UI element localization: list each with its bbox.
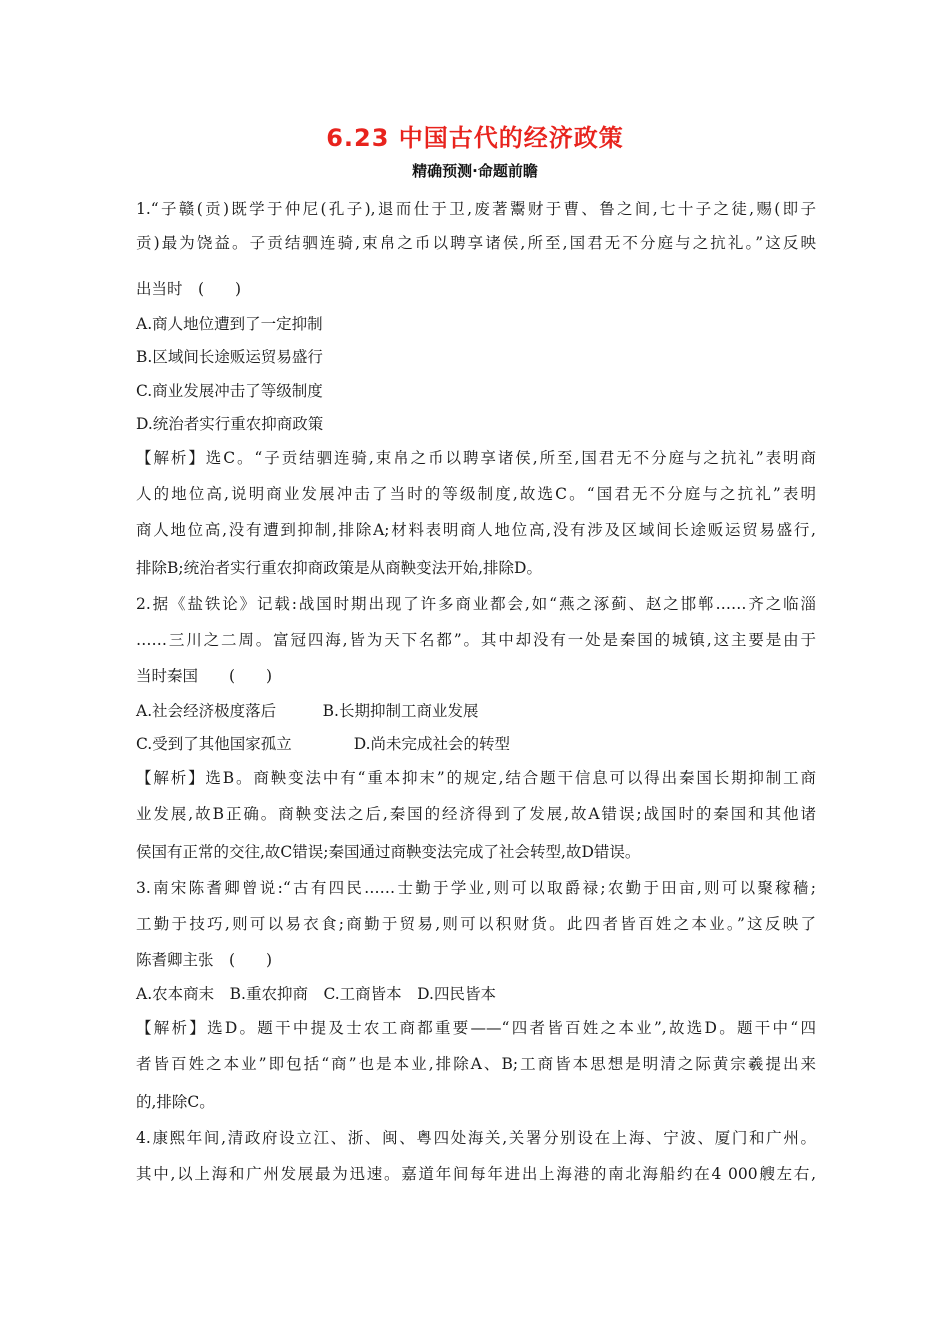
q3-options: A.农本商末 B.重农抑商 C.工商皆本 D.四民皆本: [136, 985, 496, 1003]
q2-analysis-line: 侯国有正常的交往,故C错误;秦国通过商鞅变法完成了社会转型,故D错误。: [136, 843, 641, 861]
q3-stem-line: 3.南宋陈耆卿曾说:“古有四民……士勤于学业,则可以取爵禄;农勤于田亩,则可以聚稼穑;: [136, 879, 816, 897]
q4-stem-line: 其中,以上海和广州发展最为迅速。嘉道年间每年进出上海港的南北海船约在4 000艘左右,: [136, 1165, 816, 1183]
q3-analysis-line: 者皆百姓之本业”即包括“商”也是本业,排除A、B;工商皆本思想是明清之际黄宗羲提出来: [136, 1055, 816, 1073]
q1-analysis-line: 排除B;统治者实行重农抑商政策是从商鞅变法开始,排除D。: [136, 559, 542, 577]
q2-analysis-line: 【解析】选B。商鞅变法中有“重本抑末”的规定,结合题干信息可以得出秦国长期抑制工商: [136, 769, 816, 787]
q2-options-ab: A.社会经济极度落后 B.长期抑制工商业发展: [136, 702, 479, 720]
q1-stem-line: 1.“子赣(贡)既学于仲尼(孔子),退而仕于卫,废著鬻财于曹、鲁之间,七十子之徒,赐(即子: [136, 200, 816, 218]
q3-analysis-line: 【解析】选D。题干中提及士农工商都重要——“四者皆百姓之本业”,故选D。题干中“四: [136, 1019, 816, 1037]
q1-option-d: D.统治者实行重农抑商政策: [136, 415, 324, 433]
q1-option-a: A.商人地位遭到了一定抑制: [136, 315, 323, 333]
page-title: 6.23 中国古代的经济政策: [326, 124, 624, 152]
q1-option-c: C.商业发展冲击了等级制度: [136, 382, 323, 400]
q1-analysis-line: 人的地位高,说明商业发展冲击了当时的等级制度,故选C。“国君无不分庭与之抗礼”表明: [136, 485, 816, 503]
q2-options-cd: C.受到了其他国家孤立 D.尚未完成社会的转型: [136, 735, 511, 753]
q4-stem-line: 4.康熙年间,清政府设立江、浙、闽、粤四处海关,关署分别设在上海、宁波、厦门和广州。: [136, 1129, 816, 1147]
q2-analysis-line: 业发展,故B正确。商鞅变法之后,秦国的经济得到了发展,故A错误;战国时的秦国和其他诸: [136, 805, 816, 823]
q2-stem-line: 2.据《盐铁论》记载:战国时期出现了许多商业都会,如“燕之涿蓟、赵之邯郸……齐之临淄: [136, 595, 816, 613]
q1-stem-line: 贡)最为饶益。子贡结驷连骑,束帛之币以聘享诸侯,所至,国君无不分庭与之抗礼。”这反映: [136, 234, 816, 252]
q3-stem-line: 陈耆卿主张 ( ): [136, 951, 273, 969]
q3-stem-line: 工勤于技巧,则可以易衣食;商勤于贸易,则可以积财货。此四者皆百姓之本业。”这反映了: [136, 915, 816, 933]
q2-stem-line: ……三川之二周。富冠四海,皆为天下名都”。其中却没有一处是秦国的城镇,这主要是由于: [136, 631, 816, 649]
q1-option-b: B.区域间长途贩运贸易盛行: [136, 348, 323, 366]
q2-stem-line: 当时秦国 ( ): [136, 667, 273, 685]
q1-analysis-line: 商人地位高,没有遭到抑制,排除A;材料表明商人地位高,没有涉及区域间长途贩运贸易盛行,: [136, 521, 816, 539]
q1-stem-line: 出当时 ( ): [136, 280, 242, 298]
q3-analysis-line: 的,排除C。: [136, 1093, 215, 1111]
q1-analysis-line: 【解析】选C。“子贡结驷连骑,束帛之币以聘享诸侯,所至,国君无不分庭与之抗礼”表明商: [136, 449, 816, 467]
section-subtitle: 精确预测·命题前瞻: [412, 162, 538, 180]
